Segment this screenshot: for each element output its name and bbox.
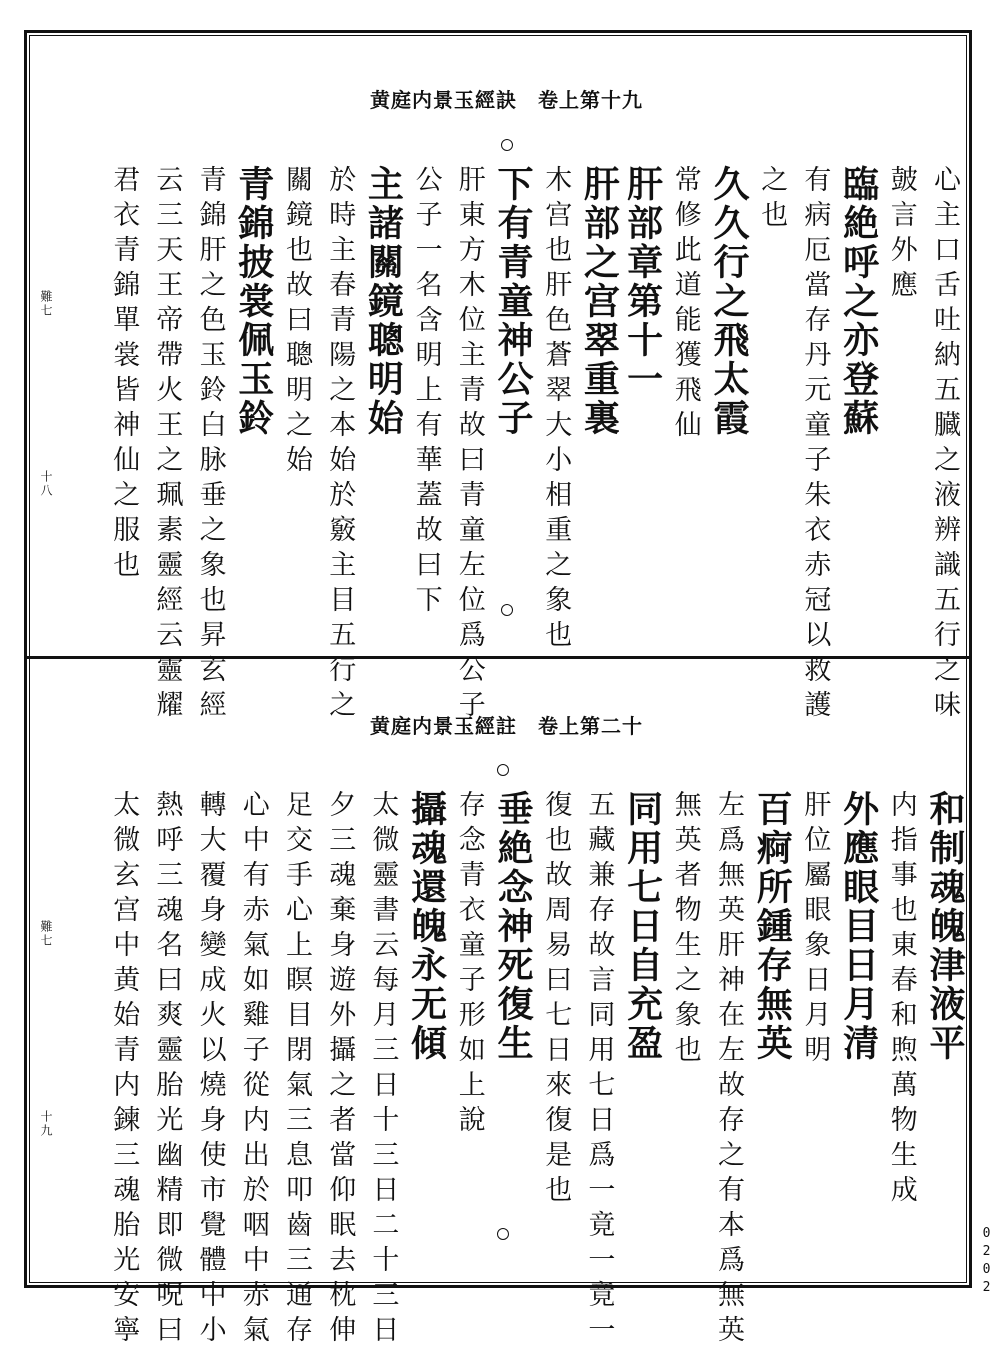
top-text-column: 肝部之宫翠重裏 [578,165,621,438]
bottom-text-column: 無英者物生之象也 [669,790,701,1070]
binding-hole [501,604,513,616]
bottom-text-column: 百痾所鍾存無英 [751,790,794,1063]
bottom-text-column: 熱呼三魂名曰爽靈胎光幽精即微呪曰 [151,790,183,1350]
bottom-text-column: 外應眼目日月清 [837,790,880,1063]
bottom-text-column: 太微靈書云每月三日十三日二十三日 [367,790,399,1350]
top-text-column: 久久行之飛太霞 [708,165,750,438]
page-number: 0202 [979,1226,994,1298]
binding-hole [497,1228,509,1240]
top-text-column: 之也 [756,165,788,235]
bottom-text-column: 内指事也東春和煦萬物生成 [885,790,917,1210]
bottom-text-column: 轉大覆身變成火以燒身使市覺體中小 [194,790,226,1350]
top-text-column: 青錦披裳佩玉鈴 [232,165,275,438]
top-text-column: 肝東方木位主青故曰青童左位爲公子 [453,165,485,725]
bottom-text-column: 心中有赤氣如雞子從内出於咽中赤氣 [237,790,269,1350]
top-text-column: 公子一名含明上有華蓋故曰下 [410,165,442,620]
bottom-text-column: 太微玄宫中黄始青内鍊三魂胎光安寧 [108,790,140,1350]
top-text-column: 心主口舌吐納五臓之液辨識五行之味 [929,165,960,725]
bottom-text-column: 存念青衣童子形如上說 [453,790,485,1140]
top-text-column: 關鏡也故曰聰明之始 [281,165,312,480]
top-text-column: 臨絶呼之亦登蘇 [837,165,880,438]
top-text-column: 有病厄當存丹元童子朱衣赤冠以救護 [799,165,831,725]
top-text-column: 皷言外應 [885,165,917,305]
top-text-column: 主諸關鏡聰明始 [362,165,405,438]
top-fold-number: 十八 [39,470,53,498]
bottom-fold-number: 十九 [39,1110,53,1138]
binding-hole [497,764,509,776]
bottom-text-column: 復也故周易曰七日來復是也 [540,790,572,1210]
bottom-text-column: 足交手心上瞑目閉氣三息叩齒三通存 [281,790,312,1350]
top-fold-label: 難七 [39,290,53,318]
top-text-column: 青錦肝之色玉鈴白脉垂之象也昇玄經 [194,165,226,725]
bottom-text-column: 夕三魂棄身遊外攝之者當仰眠去枕伸 [324,790,356,1350]
top-text-column: 常修此道能獲飛仙 [669,165,701,445]
top-page-header: 黄庭内景玉經訣 卷上第十九 [370,88,643,112]
top-text-column: 於時主春青陽之本始於竅主目五行之 [324,165,356,725]
binding-hole [501,139,513,151]
bottom-text-column: 左爲無英肝神在左故存之有本爲無英 [713,790,744,1350]
top-text-column: 下有青童神公子 [492,165,534,438]
bottom-fold-label: 難七 [39,920,53,948]
bottom-text-column: 肝位屬眼象日月明 [799,790,831,1070]
bottom-page-header: 黄庭内景玉經註 卷上第二十 [370,714,643,738]
bottom-text-column: 攝魂還魄永无傾 [405,790,448,1063]
top-text-column: 君衣青錦單裳皆神仙之服也 [108,165,140,585]
bottom-text-column: 同用七日自充盈 [621,790,664,1063]
top-text-column: 云三天王帝帶火王之珮素靈經云靈耀 [151,165,183,725]
bottom-text-column: 五藏兼存故言同用七日爲一竟一竟一 [583,790,615,1350]
top-text-column: 木宫也肝色蒼翠大小相重之象也 [540,165,572,655]
bottom-text-column: 垂絶念神死復生 [492,790,534,1063]
top-text-column: 肝部章第十一 [621,165,664,399]
bottom-text-column: 和制魂魄津液平 [924,790,966,1063]
